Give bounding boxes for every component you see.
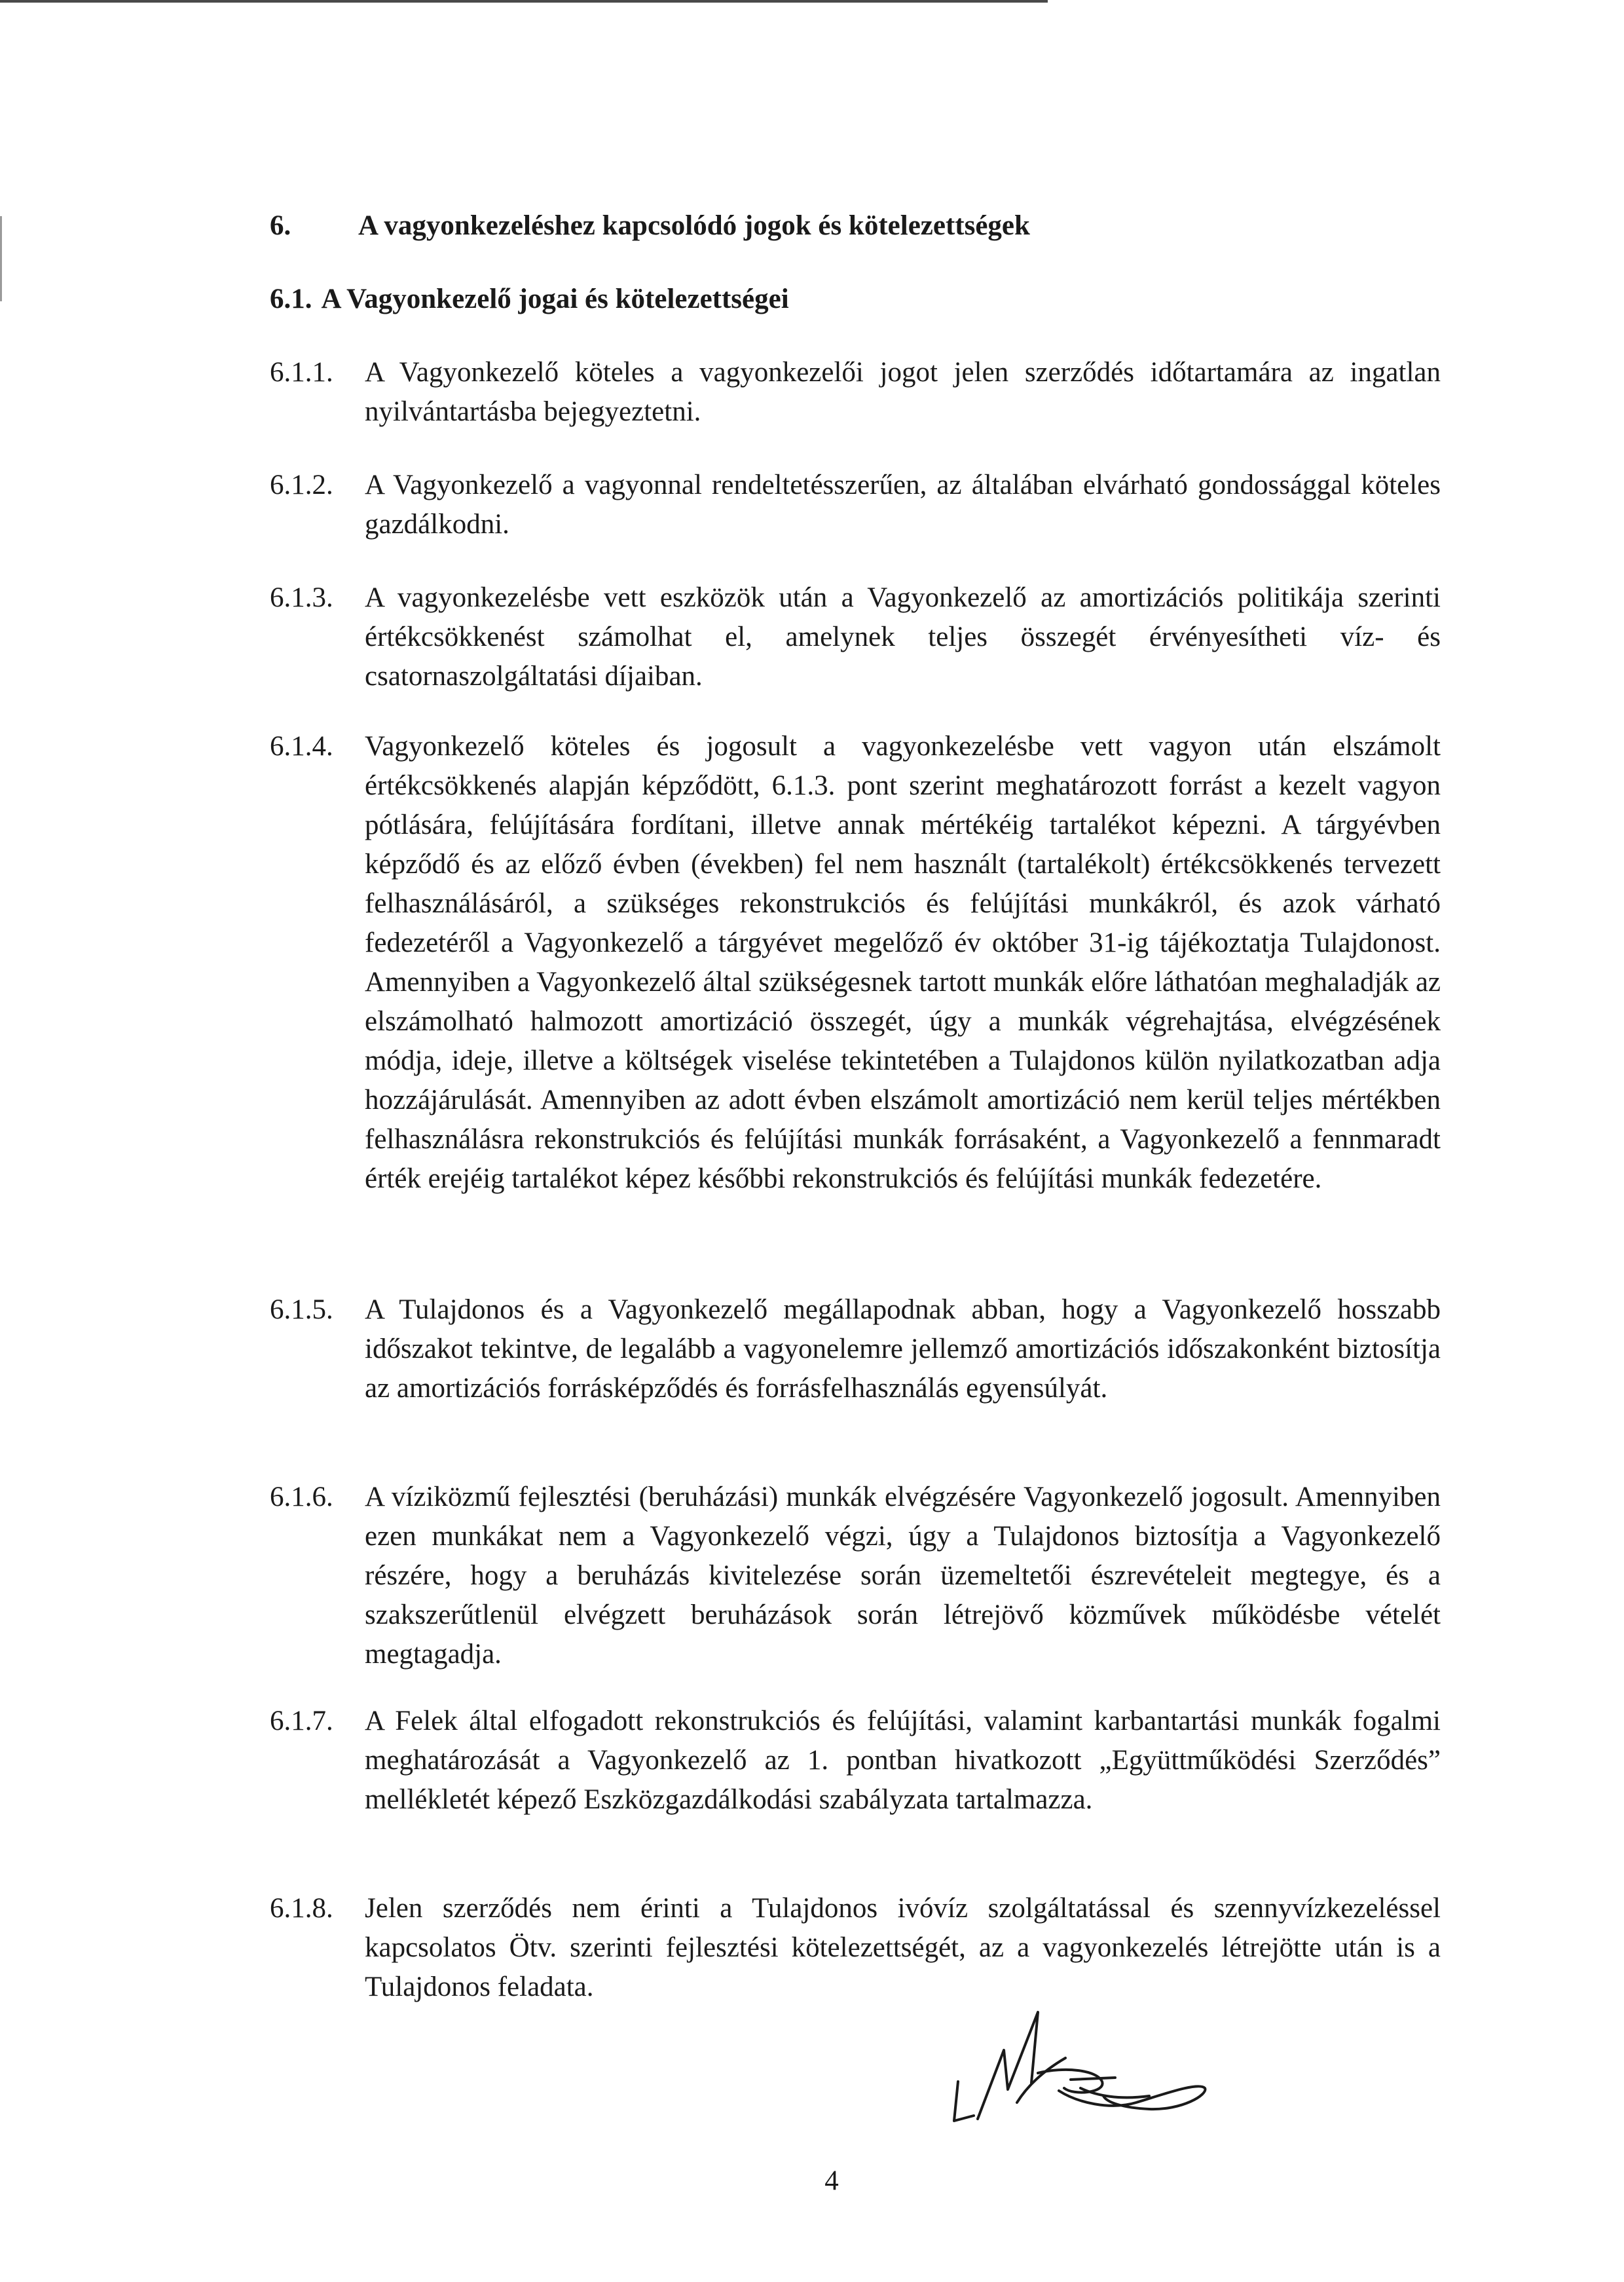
scan-margin-mark [0, 216, 2, 301]
clause-6-1-1 [270, 353, 1441, 432]
clause-text: A Vagyonkezelő köteles a vagyonkezelői jogot jelen szerződés időtartamára az ingatlan nyilvántartásba bejegyeztetni. [365, 357, 1441, 427]
subsection-title: A Vagyonkezelő jogai és kötelezettségei [321, 284, 789, 314]
clause-number: 6.1.3. [270, 582, 333, 613]
clause-6-1-2 [270, 466, 1441, 544]
section-heading [270, 206, 1030, 246]
clause-number: 6.1.4. [270, 731, 333, 762]
clause-text: A Tulajdonos és a Vagyonkezelő megállapodnak abban, hogy a Vagyonkezelő hosszabb időszakot tekintve, de legalább a vagyonelemre jellemző amortizációs időszakonként biztosítja az amortizációs forrásképződés és forrásfelhasználás egyensúlyát. [365, 1294, 1441, 1404]
subsection-heading [270, 280, 789, 319]
page-number: 4 [824, 2165, 839, 2196]
clause-6-1-6 [270, 1478, 1441, 1674]
clause-6-1-7 [270, 1702, 1441, 1820]
clause-text: Vagyonkezelő köteles és jogosult a vagyonkezelésbe vett vagyon után elszámolt értékcsökkenés alapján képződött, 6.1.3. pont szerint meghatározott forrást a kezelt vagyon pótlására, felújítására fordítani, illetve annak mértékéig tartalékot képezni. A tárgyévben képződő és az előző évben (években) fel nem használt (tartalékolt) értékcsökkenés tervezett felhasználásáról, a szükséges rekonstrukciós és felújítási munkákról, és azok várható fedezetéről a Vagyonkezelő a tárgyévet megelőző év október 31-ig tájékoztatja Tulajdonost. Amennyiben a Vagyonkezelő által szükségesnek tartott munkák előre láthatóan meghaladják az elszámolható halmozott amortizáció összegét, úgy a munkák végrehajtása, elvégzésének módja, ideje, illetve a költségek viselése tekintetében a Tulajdonos külön nyilatkozatban adja hozzájárulását. Amennyiben az adott évben elszámolt amortizáció nem kerül teljes mértékben felhasználásra rekonstrukciós és felújítási munkák forrásaként, a Vagyonkezelő a fennmaradt érték erejéig tartalékot képez későbbi rekonstrukciós és felújítási munkák fedezetére. [365, 731, 1441, 1194]
clause-number: 6.1.8. [270, 1893, 333, 1924]
clause-number: 6.1.2. [270, 470, 333, 500]
clause-number: 6.1.7. [270, 1706, 333, 1736]
clause-text: A víziközmű fejlesztési (beruházási) munkák elvégzésére Vagyonkezelő jogosult. Amennyiben ezen munkákat nem a Vagyonkezelő végzi, úgy a Tulajdonos biztosítja a Vagyonkezelő részére, hogy a beruházás kivitelezése során üzemeltetői észrevételeit megtegye, és a szakszerűtlenül elvégzett beruházások során létrejövő közművek működésbe vételét megtagadja. [365, 1482, 1441, 1670]
clause-number: 6.1.5. [270, 1294, 333, 1325]
section-number: 6. [270, 210, 291, 241]
clause-number: 6.1.6. [270, 1482, 333, 1512]
subsection-number: 6.1. [270, 284, 312, 314]
clause-text: A vagyonkezelésbe vett eszközök után a Vagyonkezelő az amortizációs politikája szerinti értékcsökkenést számolhat el, amelynek teljes összegét érvényesítheti víz- és csatornaszolgáltatási díjaiban. [365, 582, 1441, 692]
handwritten-signature [940, 2004, 1215, 2129]
clause-number: 6.1.1. [270, 357, 333, 388]
clause-6-1-5 [270, 1290, 1441, 1408]
clause-6-1-8 [270, 1889, 1441, 2007]
clause-text: A Felek által elfogadott rekonstrukciós és felújítási, valamint karbantartási munkák fogalmi meghatározását a Vagyonkezelő az 1. pontban hivatkozott „Együttműködési Szerződés” mellékletét képező Eszközgazdálkodási szabályzata tartalmazza. [365, 1706, 1441, 1815]
clause-6-1-4 [270, 727, 1441, 1199]
clause-text: Jelen szerződés nem érinti a Tulajdonos ivóvíz szolgáltatással és szennyvízkezeléssel kapcsolatos Ötv. szerinti fejlesztési kötelezettségét, az a vagyonkezelés létrejötte után is a Tulajdonos feladata. [365, 1893, 1441, 2002]
section-title: A vagyonkezeléshez kapcsolódó jogok és kötelezettségek [358, 210, 1030, 241]
clause-text: A Vagyonkezelő a vagyonnal rendeltetésszerűen, az általában elvárható gondossággal köteles gazdálkodni. [365, 470, 1441, 540]
scan-edge-line [0, 0, 1048, 3]
clause-6-1-3 [270, 578, 1441, 696]
